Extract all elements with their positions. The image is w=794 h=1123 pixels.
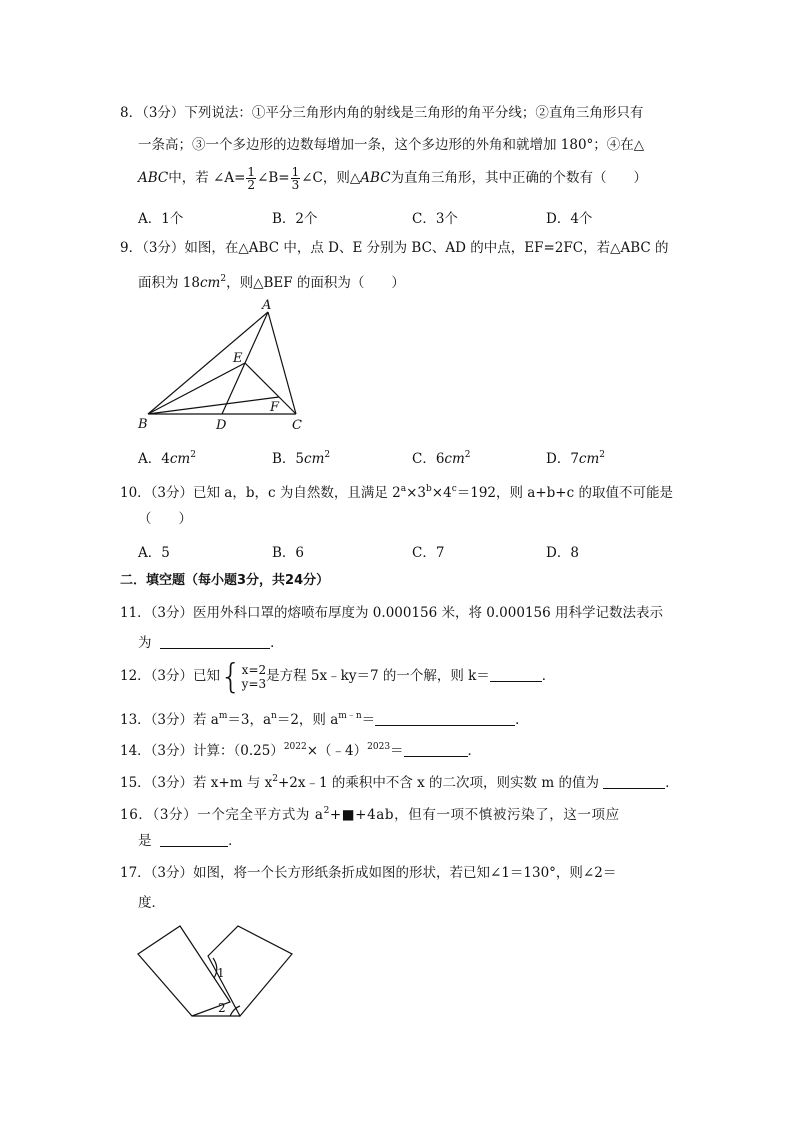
q9-text: 面积为 18 (138, 275, 200, 291)
q13-text: ＝2，则 a (276, 712, 339, 728)
q8-line3 (138, 160, 647, 196)
q10-option-b: B．6 (272, 545, 305, 561)
q8-option-c: C．3个 (412, 211, 458, 227)
opt-num: C．6 (412, 451, 445, 467)
q14-sup: 2023 (367, 742, 391, 752)
opt-unit: cm (169, 451, 191, 467)
opt-unit: cm (578, 451, 600, 467)
q8-text: ∠B= (257, 170, 290, 186)
q16-text: +■+4ab，但有一项不慎被污染了，这一项应 (329, 807, 620, 823)
q13-text: 13．（3分）若 a (120, 712, 219, 728)
q16-sup: 2 (323, 806, 330, 816)
q17-folded-strip-figure (130, 920, 310, 1020)
angle-1-label: 1 (217, 966, 225, 980)
q9-unit: cm (199, 275, 221, 291)
q8-fraction-half (246, 166, 256, 191)
q14-period: ． (467, 743, 482, 759)
q14-text: 14．（3分）计算：（0.25） (120, 743, 284, 759)
q8-text: ∠C，则△ (301, 170, 361, 186)
q15-line (120, 770, 679, 792)
q17-line1: 17．（3分）如图，将一个长方形纸条折成如图的形状，若已知∠1＝130°，则∠2＝ (120, 865, 617, 881)
q9-text: ，则△BEF 的面积为（ ） (226, 275, 405, 291)
frac-den: 3 (291, 178, 300, 192)
q11-line1: 11．（3分）医用外科口罩的熔喷布厚度为 0.000156 米，将 0.000156 用科学记数法表示 (120, 605, 664, 621)
q14-line (120, 738, 481, 760)
opt-sup: 2 (324, 450, 331, 460)
q11-period: ． (270, 635, 284, 651)
q13-sup: m (218, 711, 228, 721)
q12-text: 是方程 5x﹣ky＝7 的一个解，则 k＝ (266, 668, 490, 684)
q10-sup: a (400, 484, 407, 494)
q16-text: 16．（3分）一个完全平方式为 a (120, 807, 324, 823)
label-b: B (138, 417, 148, 432)
q10-option-a: A．5 (138, 545, 170, 561)
frac-num: 1 (247, 165, 256, 179)
q13-line (120, 707, 529, 729)
segment-be (148, 363, 245, 414)
q14-text: ＝ (390, 743, 404, 759)
q8-option-b: B．2个 (272, 211, 318, 227)
q11-text: 为 (138, 635, 152, 651)
q9-triangle-figure (130, 295, 320, 435)
q13-sup: m﹣n (338, 711, 362, 721)
q12-system (242, 663, 266, 691)
q10-text: 10．（3分）已知 a，b，c 为自然数，且满足 2 (120, 485, 401, 501)
q10-sup: b (426, 484, 432, 494)
q13-text: ＝ (361, 712, 376, 728)
q9-option-b (272, 447, 330, 467)
q10-text: ×4 (431, 485, 452, 501)
q10-line2: （ ） (138, 511, 192, 527)
label-e: E (233, 351, 243, 366)
q9-line1: 9．（3分）如图，在△ABC 中，点 D、E 分别为 BC、AD 的中点，EF=2FC，若△ABC 的 (120, 240, 669, 256)
opt-sup: 2 (190, 450, 196, 460)
q9-option-a (138, 447, 196, 467)
q12-eq1: x=2 (241, 662, 267, 677)
q14-sup: 2022 (283, 742, 307, 752)
q16-text: 是 (138, 833, 152, 849)
label-c: C (292, 418, 302, 433)
q9-sup: 2 (220, 274, 227, 284)
q13-sup: n (271, 711, 277, 721)
q8-option-d: D．4个 (546, 211, 593, 227)
q12-eq2: y=3 (241, 676, 267, 691)
q16-line1 (120, 802, 620, 824)
brace-icon: { (220, 656, 242, 697)
q8-line1: 8．（3分）下列说法：①平分三角形内角的射线是三角形的角平分线；②直角三角形只有 (120, 105, 644, 121)
q15-sup: 2 (272, 774, 278, 784)
q16-period: ． (228, 833, 242, 849)
opt-sup: 2 (599, 450, 606, 460)
q13-period: ． (515, 712, 529, 728)
q8-text: 中，若 ∠A= (168, 170, 246, 186)
q15-period: ． (665, 775, 679, 791)
opt-unit: cm (304, 451, 325, 467)
frac-num: 1 (291, 165, 300, 179)
q9-option-c (412, 447, 471, 467)
q12-answer-blank[interactable] (490, 669, 542, 682)
q12-period: ． (541, 668, 556, 684)
q10-line1 (120, 480, 673, 502)
q15-text: 15．（3分）若 x+m 与 x (120, 775, 273, 791)
q8-option-a: A．1个 (138, 211, 184, 227)
segment-bf (148, 397, 279, 414)
q12-line (120, 656, 555, 696)
q16-answer-blank[interactable] (160, 834, 228, 847)
q10-option-c: C．7 (412, 545, 445, 561)
q8-text: 为直角三角形，其中正确的个数有（ ） (390, 170, 648, 186)
edge-ac (268, 312, 296, 414)
angle-2-label: 2 (218, 1001, 226, 1015)
q17-line2: 度． (138, 895, 165, 911)
q13-answer-blank[interactable] (375, 713, 515, 726)
q11-line2 (138, 634, 284, 652)
q8-abc: ABC (138, 170, 169, 186)
q16-line2 (138, 832, 242, 850)
opt-num: B．5 (272, 451, 305, 467)
opt-sup: 2 (464, 450, 471, 460)
q14-text: ×（﹣4） (306, 743, 368, 759)
label-a: A (262, 298, 272, 313)
q8-abc: ABC (360, 170, 391, 186)
q14-answer-blank[interactable] (404, 744, 468, 757)
opt-num: A．4 (138, 451, 170, 467)
q10-sup: c (451, 484, 457, 494)
opt-unit: cm (444, 451, 465, 467)
q13-text: ＝3，a (227, 712, 272, 728)
q15-answer-blank[interactable] (603, 776, 665, 789)
q12-text: 12．（3分）已知 (120, 668, 221, 684)
q10-option-d: D．8 (546, 545, 579, 561)
q15-text: +2x﹣1 的乘积中不含 x 的二次项，则实数 m 的值为 (277, 775, 599, 791)
q10-text: ×3 (406, 485, 427, 501)
edge-ab (148, 312, 268, 414)
frac-den: 2 (247, 178, 256, 192)
q8-fraction-third (291, 166, 301, 191)
q8-line2: 一条高；③一个多边形的边数每增加一条，这个多边形的外角和就增加 180°；④在△ (138, 137, 645, 153)
q9-option-d (546, 447, 605, 467)
section-heading: 二．填空题（每小题3分，共24分） (120, 573, 330, 588)
q9-line2 (138, 270, 405, 292)
q11-answer-blank[interactable] (160, 636, 270, 649)
opt-num: D．7 (546, 451, 579, 467)
label-f: F (270, 400, 280, 415)
q10-text: ＝192，则 a+b+c 的取值不可能是 (456, 485, 673, 501)
label-d: D (216, 418, 227, 433)
